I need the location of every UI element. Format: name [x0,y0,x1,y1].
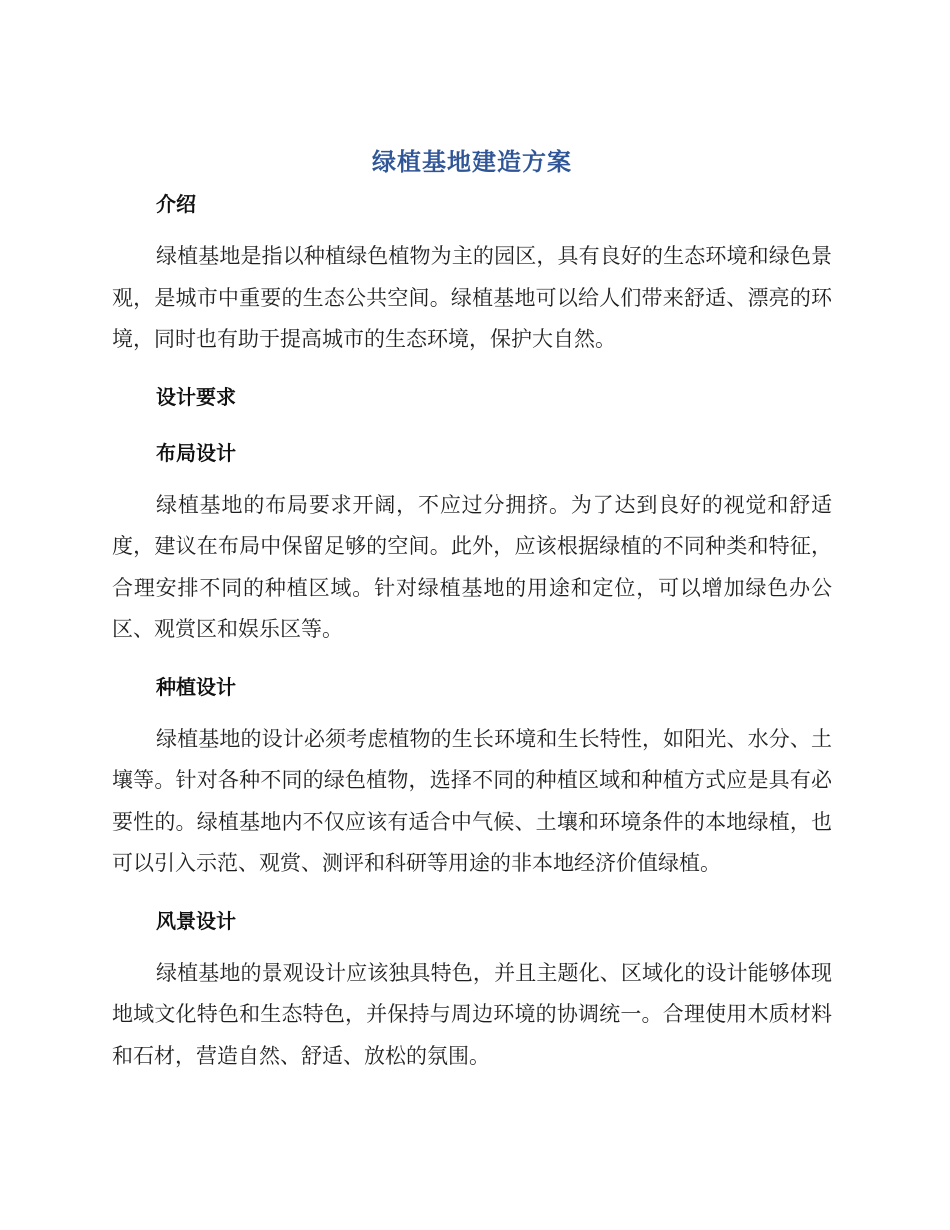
document-title: 绿植基地建造方案 [372,148,572,176]
section-paragraph-planting-design: 绿植基地的设计必须考虑植物的生长环境和生长特性，如阳光、水分、土壤等。针对各种不同的绿色植物，选择不同的种植区域和种植方式应是具有必要性的。绿植基地内不仅应该有适合中气候、土壤和环境条件的本地绿植，也可以引入示范、观赏、测评和科研等用途的非本地经济价值绿植。 [112,726,832,875]
section-heading-landscape-design: 风景设计 [156,908,236,933]
section-heading-intro: 介绍 [156,192,196,216]
section-paragraph-landscape-design: 绿植基地的景观设计应该独具特色，并且主题化、区域化的设计能够体现地域文化特色和生态特色，并保持与周边环境的协调统一。合理使用木质材料和石材，营造自然、舒适、放松的氛围。 [112,960,832,1068]
section-heading-planting-design: 种植设计 [156,674,236,699]
section-paragraph-intro: 绿植基地是指以种植绿色植物为主的园区，具有良好的生态环境和绿色景观，是城市中重要的生态公共空间。绿植基地可以给人们带来舒适、漂亮的环境，同时也有助于提高城市的生态环境，保护大自然。 [112,244,832,351]
section-heading-layout-design: 布局设计 [156,440,236,465]
section-paragraph-layout-design: 绿植基地的布局要求开阔，不应过分拥挤。为了达到良好的视觉和舒适度，建议在布局中保留足够的空间。此外，应该根据绿植的不同种类和特征，合理安排不同的种植区域。针对绿植基地的用途和定位，可以增加绿色办公区、观赏区和娱乐区等。 [112,492,832,641]
section-heading-design-requirements: 设计要求 [156,384,236,409]
document-content [112,140,832,1090]
